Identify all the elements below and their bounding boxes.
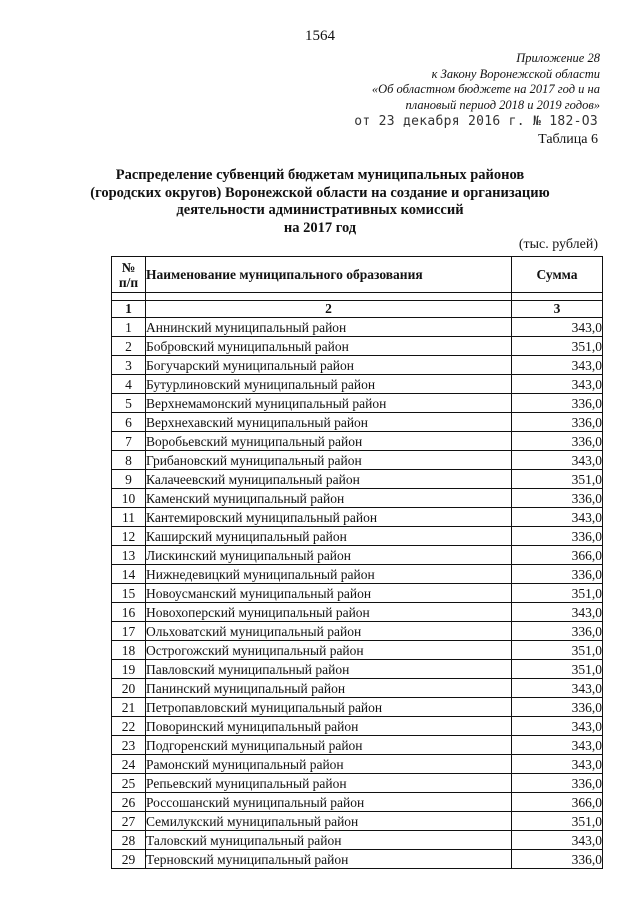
subsidy-sum: 336,0 — [512, 413, 603, 432]
row-number: 22 — [112, 717, 146, 736]
appendix-line: плановый период 2018 и 2019 годов» — [405, 97, 600, 112]
column-number: 2 — [146, 301, 512, 318]
table-row — [112, 622, 603, 641]
subsidy-sum: 336,0 — [512, 432, 603, 451]
table-row — [112, 375, 603, 394]
district-name: Семилукский муниципальный район — [146, 812, 512, 831]
table-row — [112, 603, 603, 622]
table-row — [112, 394, 603, 413]
table-row — [112, 736, 603, 755]
table-row — [112, 717, 603, 736]
row-number: 7 — [112, 432, 146, 451]
subsidy-sum: 343,0 — [512, 717, 603, 736]
district-name: Ольховатский муниципальный район — [146, 622, 512, 641]
district-name: Грибановский муниципальный район — [146, 451, 512, 470]
row-number: 13 — [112, 546, 146, 565]
subsidy-sum: 336,0 — [512, 850, 603, 869]
table-row — [112, 546, 603, 565]
table-row — [112, 337, 603, 356]
subsidy-sum: 343,0 — [512, 508, 603, 527]
row-number: 14 — [112, 565, 146, 584]
subsidy-sum: 351,0 — [512, 660, 603, 679]
table-row — [112, 812, 603, 831]
table-row — [112, 831, 603, 850]
district-name: Воробьевский муниципальный район — [146, 432, 512, 451]
district-name: Каменский муниципальный район — [146, 489, 512, 508]
subsidy-sum: 336,0 — [512, 622, 603, 641]
subsidy-sum: 343,0 — [512, 375, 603, 394]
district-name: Острогожский муниципальный район — [146, 641, 512, 660]
header-sum: Сумма — [512, 257, 603, 293]
table-row — [112, 793, 603, 812]
units-label: (тыс. рублей) — [518, 237, 598, 252]
row-number: 19 — [112, 660, 146, 679]
table-row — [112, 318, 603, 337]
row-number: 18 — [112, 641, 146, 660]
table-row — [112, 451, 603, 470]
subsidy-sum: 343,0 — [512, 755, 603, 774]
title-line: деятельности административных комиссий — [176, 202, 464, 218]
table-row — [112, 527, 603, 546]
table-header-row — [112, 257, 603, 293]
row-number: 10 — [112, 489, 146, 508]
row-number: 5 — [112, 394, 146, 413]
subsidy-sum: 343,0 — [512, 679, 603, 698]
district-name: Поворинский муниципальный район — [146, 717, 512, 736]
table-row — [112, 508, 603, 527]
district-name: Новохоперский муниципальный район — [146, 603, 512, 622]
district-name: Терновский муниципальный район — [146, 850, 512, 869]
subsidy-sum: 343,0 — [512, 831, 603, 850]
subsidy-sum: 351,0 — [512, 812, 603, 831]
subsidy-sum: 343,0 — [512, 451, 603, 470]
subsidy-sum: 366,0 — [512, 546, 603, 565]
appendix-line: Приложение 28 — [516, 51, 600, 65]
subsidy-sum: 336,0 — [512, 565, 603, 584]
title-line: (городских округов) Воронежской области на создание и организацию — [90, 184, 550, 201]
row-number: 17 — [112, 622, 146, 641]
subsidy-sum: 343,0 — [512, 318, 603, 337]
column-number: 1 — [112, 301, 146, 318]
district-name: Россошанский муниципальный район — [146, 793, 512, 812]
table-row — [112, 641, 603, 660]
row-number: 27 — [112, 812, 146, 831]
row-number: 16 — [112, 603, 146, 622]
row-number: 23 — [112, 736, 146, 755]
district-name: Кантемировский муниципальный район — [146, 508, 512, 527]
district-name: Репьевский муниципальный район — [146, 774, 512, 793]
row-number: 1 — [112, 318, 146, 337]
subsidy-sum: 336,0 — [512, 774, 603, 793]
district-name: Нижнедевицкий муниципальный район — [146, 565, 512, 584]
row-number: 6 — [112, 413, 146, 432]
subsidy-table — [111, 256, 603, 869]
row-number: 21 — [112, 698, 146, 717]
subsidy-sum: 336,0 — [512, 489, 603, 508]
table-row — [112, 755, 603, 774]
row-number: 8 — [112, 451, 146, 470]
table-row — [112, 850, 603, 869]
appendix-note — [372, 51, 600, 113]
column-number-row — [112, 301, 603, 318]
table-row — [112, 489, 603, 508]
table-label: Таблица 6 — [538, 132, 598, 147]
subsidy-sum: 336,0 — [512, 698, 603, 717]
district-name: Таловский муниципальный район — [146, 831, 512, 850]
subsidy-sum: 351,0 — [512, 470, 603, 489]
subsidy-sum: 366,0 — [512, 793, 603, 812]
district-name: Верхнехавский муниципальный район — [146, 413, 512, 432]
district-name: Рамонский муниципальный район — [146, 755, 512, 774]
subsidy-sum: 343,0 — [512, 603, 603, 622]
row-number: 12 — [112, 527, 146, 546]
row-number: 20 — [112, 679, 146, 698]
row-number: 28 — [112, 831, 146, 850]
district-name: Богучарский муниципальный район — [146, 356, 512, 375]
row-number: 9 — [112, 470, 146, 489]
district-name: Новоусманский муниципальный район — [146, 584, 512, 603]
row-number: 15 — [112, 584, 146, 603]
table-row — [112, 584, 603, 603]
subsidy-sum: 351,0 — [512, 337, 603, 356]
district-name: Бутурлиновский муниципальный район — [146, 375, 512, 394]
title-line: на 2017 год — [283, 219, 357, 236]
row-number: 25 — [112, 774, 146, 793]
header-number-symbol: № — [121, 259, 136, 275]
row-number: 26 — [112, 793, 146, 812]
page-number: 1564 — [305, 28, 335, 44]
row-number: 4 — [112, 375, 146, 394]
subsidy-sum: 343,0 — [512, 736, 603, 755]
title-line: Распределение субвенций бюджетам муниципальных районов — [115, 167, 525, 183]
table-row — [112, 470, 603, 489]
district-name: Лискинский муниципальный район — [146, 546, 512, 565]
decree-stamp: от 23 декабря 2016 г. № 182-ОЗ — [354, 114, 598, 129]
district-name: Бобровский муниципальный район — [146, 337, 512, 356]
subsidy-sum: 336,0 — [512, 527, 603, 546]
table-row — [112, 356, 603, 375]
row-number: 11 — [112, 508, 146, 527]
subsidy-sum: 336,0 — [512, 394, 603, 413]
district-name: Подгоренский муниципальный район — [146, 736, 512, 755]
table-row — [112, 698, 603, 717]
table-row — [112, 774, 603, 793]
district-name: Панинский муниципальный район — [146, 679, 512, 698]
header-name: Наименование муниципального образования — [146, 257, 512, 293]
subsidy-sum: 351,0 — [512, 584, 603, 603]
column-number: 3 — [512, 301, 603, 318]
row-number: 3 — [112, 356, 146, 375]
district-name: Аннинский муниципальный район — [146, 318, 512, 337]
document-title — [80, 167, 560, 237]
district-name: Павловский муниципальный район — [146, 660, 512, 679]
header-spacer — [112, 293, 603, 301]
table-row — [112, 565, 603, 584]
subsidy-sum: 343,0 — [512, 356, 603, 375]
row-number: 2 — [112, 337, 146, 356]
district-name: Верхнемамонский муниципальный район — [146, 394, 512, 413]
row-number: 29 — [112, 850, 146, 869]
table-row — [112, 413, 603, 432]
appendix-line: «Об областном бюджете на 2017 год и на — [371, 82, 600, 96]
table-row — [112, 432, 603, 451]
subsidy-sum: 351,0 — [512, 641, 603, 660]
table-body — [112, 293, 603, 869]
district-name: Калачеевский муниципальный район — [146, 470, 512, 489]
table-row — [112, 679, 603, 698]
header-number — [112, 257, 146, 293]
appendix-line: к Закону Воронежской области — [431, 66, 600, 81]
district-name: Каширский муниципальный район — [146, 527, 512, 546]
district-name: Петропавловский муниципальный район — [146, 698, 512, 717]
header-number-abbr: п/п — [118, 274, 139, 290]
row-number: 24 — [112, 755, 146, 774]
table-row — [112, 660, 603, 679]
